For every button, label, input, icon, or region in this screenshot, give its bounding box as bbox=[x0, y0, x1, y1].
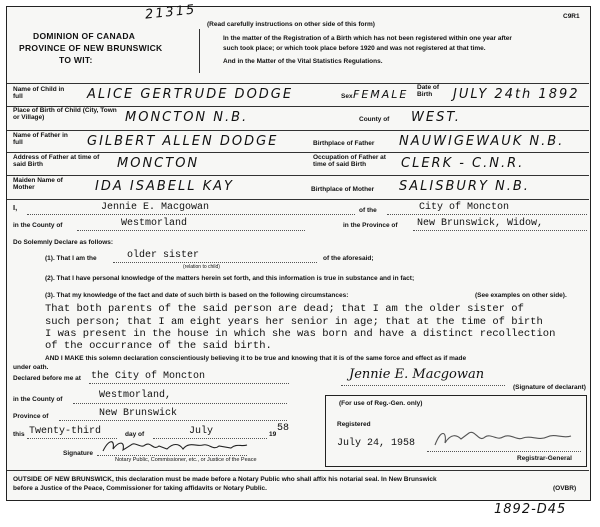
solemn-line2: under oath. bbox=[13, 364, 49, 371]
province-prefix: in the Province of bbox=[343, 222, 398, 229]
item2-text: (2). That I have personal knowledge of the matters herein set forth, and this information is true in substance and in fact; bbox=[45, 275, 415, 282]
declared-before-label: Declared before me at bbox=[13, 375, 81, 382]
row-rule bbox=[7, 199, 589, 200]
father-occupation: CLERK - C.N.R. bbox=[401, 156, 525, 171]
item1-suffix: of the aforesaid; bbox=[323, 255, 374, 262]
solemn-declare: Do Solemnly Declare as follows: bbox=[13, 239, 114, 246]
footer-line1: OUTSIDE OF NEW BRUNSWICK, this declaration must be made before a Notary Public who shall affix his notarial seal. In New Brunswick bbox=[13, 476, 437, 483]
header-line3: TO WIT: bbox=[59, 55, 93, 65]
declared-province: New Brunswick bbox=[99, 408, 178, 419]
declared-year: 58 bbox=[277, 423, 290, 434]
place-label: Place of Birth of Child (City, Town or Village) bbox=[13, 107, 117, 121]
declarant-signature: Jennie E. Macgowan bbox=[349, 367, 485, 382]
instructions-note: (Read carefully instructions on other side of this form) bbox=[207, 21, 375, 28]
circumstances-line-4: of the occurrance of the said birth. bbox=[45, 340, 272, 352]
mother-name-label: Maiden Name of Mother bbox=[13, 177, 63, 191]
corner-code: C9R1 bbox=[563, 13, 580, 20]
fill-line bbox=[387, 214, 587, 215]
mother-birthplace: SALISBURY N.B. bbox=[399, 179, 530, 194]
year-prefix: 19 bbox=[269, 431, 277, 438]
fill-line bbox=[341, 385, 505, 386]
dob-label: Date of Birth bbox=[417, 84, 440, 98]
child-name-label: Name of Child in full bbox=[13, 86, 65, 100]
footer-line2: before a Justice of the Peace, Commissioner for taking affidavits or Notary Public. bbox=[13, 485, 267, 492]
footer-code: (OVBR) bbox=[553, 485, 577, 492]
notary-note: Notary Public, Commissioner, etc., or Justice of the Peace bbox=[115, 457, 257, 463]
declared-county-label: in the County of bbox=[13, 396, 63, 403]
declared-month: July bbox=[189, 426, 214, 437]
county-label: County of bbox=[359, 116, 390, 123]
fill-line bbox=[59, 420, 287, 421]
row-rule bbox=[7, 175, 589, 176]
fill-line bbox=[427, 451, 581, 452]
declarant-name: Jennie E. Macgowan bbox=[101, 202, 210, 213]
notary-signature bbox=[101, 437, 251, 455]
solemn-line1: AND I MAKE this solemn declaration conscientiously believing it to be true and knowing that it is of the same force and effect as if made bbox=[45, 355, 467, 362]
registration-form bbox=[6, 2, 591, 501]
father-address-label: Address of Father at time of said Birth bbox=[13, 154, 100, 168]
fill-line bbox=[77, 230, 305, 231]
file-number: 1892-D45 bbox=[494, 502, 567, 517]
i-label: I, bbox=[13, 203, 18, 212]
declarant-county: Westmorland bbox=[121, 218, 188, 229]
circumstances-line-1: That both parents of the said person are dead; that I am the older sister of bbox=[45, 303, 524, 315]
circumstances-line-2: such person; that I am eight years her senior in age; that at the time of birth bbox=[45, 316, 543, 328]
fill-line bbox=[113, 262, 317, 263]
declared-province-label: Province of bbox=[13, 413, 49, 420]
matter-line1: In the matter of the Registration of a Birth which has not been registered within one year after bbox=[223, 35, 512, 42]
of-the-label: of the bbox=[359, 207, 377, 214]
birth-place: MONCTON N.B. bbox=[125, 110, 249, 125]
declarant-note: (Signature of declarant) bbox=[513, 384, 586, 391]
matter-line3: And in the Matter of the Vital Statistics Regulations. bbox=[223, 58, 383, 65]
header-line1: DOMINION OF CANADA bbox=[33, 31, 136, 41]
item1-prefix: (1). That I am the bbox=[45, 255, 97, 262]
mother-birthplace-label: Birthplace of Mother bbox=[311, 186, 375, 193]
relation-value: older sister bbox=[127, 250, 200, 261]
header-divider bbox=[199, 29, 200, 73]
birth-county: WEST. bbox=[411, 110, 461, 125]
declarant-province: New Brunswick, Widow, bbox=[417, 218, 544, 229]
county-prefix: in the County of bbox=[13, 222, 63, 229]
registrar-signature bbox=[431, 427, 581, 449]
matter-line2: such took place; or which took place before 1920 and was not registered at that time. bbox=[223, 45, 486, 52]
fill-line bbox=[27, 214, 355, 215]
fill-line bbox=[89, 383, 289, 384]
father-address: MONCTON bbox=[117, 156, 200, 171]
registered-date: July 24, 1958 bbox=[337, 438, 416, 449]
declared-day: Twenty-third bbox=[29, 426, 102, 437]
row-rule bbox=[7, 152, 589, 153]
mother-name: IDA ISABELL KAY bbox=[95, 179, 234, 194]
stamp-number: 21315 bbox=[144, 2, 198, 23]
father-birthplace-label: Birthplace of Father bbox=[313, 140, 375, 147]
registered-label: Registered bbox=[337, 421, 371, 428]
fill-line bbox=[73, 403, 287, 404]
reg-box-title: (For use of Reg.-Gen. only) bbox=[339, 400, 423, 407]
row-rule bbox=[7, 130, 589, 131]
item3-text: (3). That my knowledge of the fact and date of such birth is based on the following circumstances: bbox=[45, 292, 349, 299]
father-birthplace: NAUWIGEWAUK N.B. bbox=[399, 134, 565, 149]
fill-line bbox=[97, 455, 247, 456]
this-label: this bbox=[13, 431, 25, 438]
registrar-label: Registrar-General bbox=[517, 455, 572, 462]
signature-label: Signature bbox=[63, 450, 93, 457]
father-name-label: Name of Father in full bbox=[13, 132, 68, 146]
day-of-label: day of bbox=[125, 431, 145, 438]
fill-line bbox=[413, 230, 587, 231]
item3-note: (See examples on other side). bbox=[475, 292, 567, 299]
father-name: GILBERT ALLEN DODGE bbox=[87, 134, 279, 149]
header-rule bbox=[7, 83, 589, 84]
sex-label: Sex bbox=[341, 93, 353, 100]
declarant-city: City of Moncton bbox=[419, 202, 510, 213]
declared-place: the City of Moncton bbox=[91, 371, 206, 382]
child-name: ALICE GERTRUDE DODGE bbox=[87, 87, 294, 102]
child-dob: JULY 24th 1892 bbox=[453, 87, 580, 102]
father-occupation-label: Occupation of Father at time of said Birth bbox=[313, 154, 386, 168]
child-sex: FEMALE bbox=[353, 88, 409, 101]
footer-rule bbox=[7, 470, 589, 471]
declared-county: Westmorland, bbox=[99, 390, 172, 401]
header-line2: PROVINCE OF NEW BRUNSWICK bbox=[19, 43, 163, 53]
relation-note: (relation to child) bbox=[183, 264, 220, 270]
circumstances-line-3: I was present in the house in which she was born and have a distinct recollection bbox=[45, 328, 556, 340]
